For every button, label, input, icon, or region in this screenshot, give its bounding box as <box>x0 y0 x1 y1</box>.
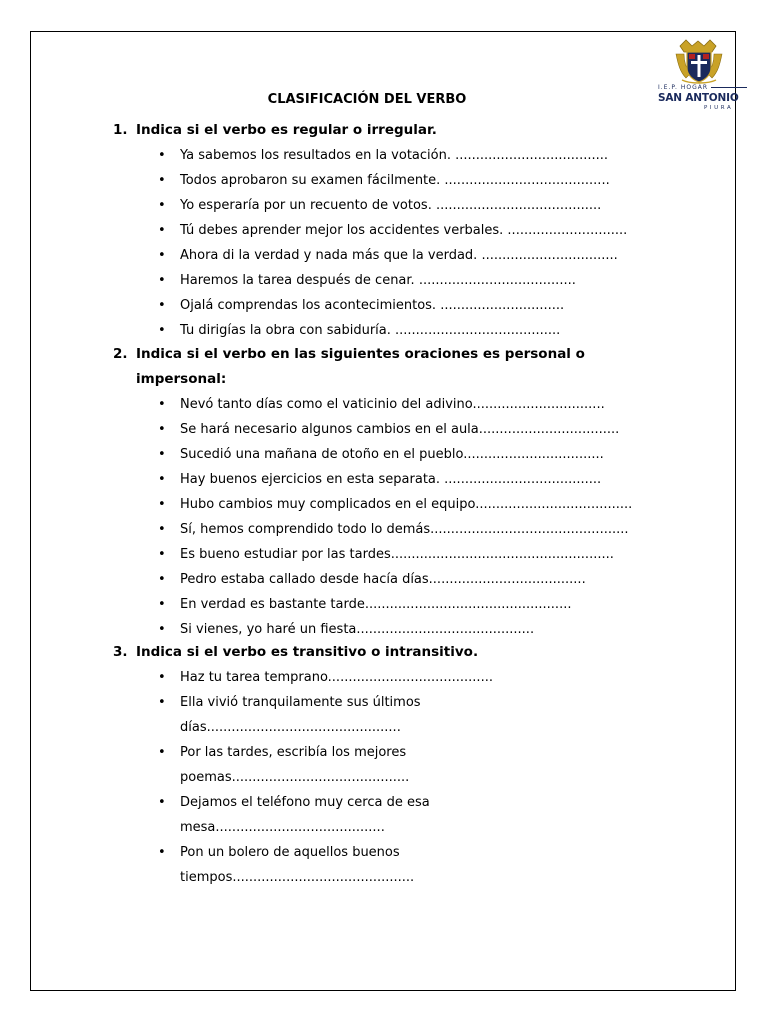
section-heading-text: Indica si el verbo en las siguientes oraciones es personal o <box>136 346 585 362</box>
exercise-sentence: Haz tu tarea temprano........................................ <box>180 670 493 685</box>
bullet-icon: • <box>158 273 166 288</box>
exercise-sentence: Todos aprobaron su examen fácilmente. ........................................ <box>180 173 610 188</box>
list-item <box>158 740 409 790</box>
exercise-sentence: Tú debes aprender mejor los accidentes verbales. ............................. <box>180 223 628 238</box>
bullet-icon: • <box>158 745 166 760</box>
section-heading-continuation: impersonal: <box>136 371 227 387</box>
list-item <box>158 517 629 542</box>
section-heading-text: Indica si el verbo es regular o irregular. <box>136 122 437 138</box>
bullet-icon: • <box>158 422 166 437</box>
bullet-icon: • <box>158 695 166 710</box>
bullet-icon: • <box>158 148 166 163</box>
list-item <box>158 293 564 318</box>
bullet-icon: • <box>158 670 166 685</box>
list-item <box>158 690 421 740</box>
bullet-icon: • <box>158 198 166 213</box>
section-number: 3. <box>113 644 128 660</box>
exercise-sentence: Pedro estaba callado desde hacía días...................................... <box>180 572 586 587</box>
list-item <box>158 492 632 517</box>
bullet-icon: • <box>158 622 166 637</box>
section-heading-text: Indica si el verbo es transitivo o intransitivo. <box>136 644 479 660</box>
school-crest-icon <box>674 38 724 84</box>
section-1-heading <box>113 118 437 143</box>
exercise-sentence: Dejamos el teléfono muy cerca de esa <box>180 795 430 810</box>
section-2-heading <box>113 342 585 392</box>
exercise-sentence: Nevó tanto días como el vaticinio del adivino................................ <box>180 397 605 412</box>
list-item <box>158 467 601 492</box>
exercise-sentence-continuation: días............................................... <box>180 720 401 735</box>
list-item <box>158 243 618 268</box>
list-item <box>158 840 414 890</box>
exercise-sentence: Hubo cambios muy complicados en el equipo...................................... <box>180 497 633 512</box>
bullet-icon: • <box>158 845 166 860</box>
list-item <box>158 617 534 642</box>
logo-school-type: I.E.P. HOGAR <box>658 84 747 91</box>
exercise-sentence: Ahora di la verdad y nada más que la verdad. ................................. <box>180 248 618 263</box>
exercise-sentence: Pon un bolero de aquellos buenos <box>180 845 400 860</box>
bullet-icon: • <box>158 248 166 263</box>
list-item <box>158 665 493 690</box>
bullet-icon: • <box>158 397 166 412</box>
list-item <box>158 193 601 218</box>
exercise-sentence: Sí, hemos comprendido todo lo demás................................................ <box>180 522 629 537</box>
bullet-icon: • <box>158 497 166 512</box>
exercise-sentence-continuation: tiempos............................................ <box>180 870 415 885</box>
list-item <box>158 417 619 442</box>
bullet-icon: • <box>158 522 166 537</box>
list-item <box>158 268 576 293</box>
exercise-sentence: Haremos la tarea después de cenar. ...................................... <box>180 273 576 288</box>
bullet-icon: • <box>158 795 166 810</box>
logo-city: PIURA <box>704 105 734 111</box>
exercise-sentence: Por las tardes, escribía los mejores <box>180 745 407 760</box>
list-item <box>158 442 604 467</box>
list-item <box>158 392 605 417</box>
exercise-sentence: Ojalá comprendas los acontecimientos. .............................. <box>180 298 565 313</box>
bullet-icon: • <box>158 447 166 462</box>
section-number: 1. <box>113 122 128 138</box>
bullet-icon: • <box>158 323 166 338</box>
logo-school-name: SAN ANTONIO <box>658 92 739 104</box>
bullet-icon: • <box>158 223 166 238</box>
exercise-sentence: Ella vivió tranquilamente sus últimos <box>180 695 421 710</box>
exercise-sentence: Ya sabemos los resultados en la votación. ..................................... <box>180 148 608 163</box>
exercise-sentence: Si vienes, yo haré un fiesta........................................... <box>180 622 535 637</box>
exercise-sentence: Es bueno estudiar por las tardes...................................................... <box>180 547 614 562</box>
exercise-sentence: Sucedió una mañana de otoño en el pueblo.................................. <box>180 447 604 462</box>
exercise-sentence: Hay buenos ejercicios en esta separata. ...................................... <box>180 472 602 487</box>
exercise-sentence: Tu dirigías la obra con sabiduría. ........................................ <box>180 323 561 338</box>
exercise-sentence-continuation: mesa......................................... <box>180 820 385 835</box>
exercise-sentence-continuation: poemas........................................... <box>180 770 410 785</box>
bullet-icon: • <box>158 173 166 188</box>
exercise-sentence: En verdad es bastante tarde.................................................. <box>180 597 572 612</box>
bullet-icon: • <box>158 572 166 587</box>
bullet-icon: • <box>158 472 166 487</box>
bullet-icon: • <box>158 597 166 612</box>
list-item <box>158 143 608 168</box>
bullet-icon: • <box>158 547 166 562</box>
section-number: 2. <box>113 346 128 362</box>
list-item <box>158 542 614 567</box>
list-item <box>158 592 571 617</box>
list-item <box>158 218 627 243</box>
document-title: CLASIFICACIÓN DEL VERBO <box>267 92 467 107</box>
list-item <box>158 567 586 592</box>
list-item <box>158 168 610 193</box>
bullet-icon: • <box>158 298 166 313</box>
list-item <box>158 790 430 840</box>
exercise-sentence: Se hará necesario algunos cambios en el aula.................................. <box>180 422 620 437</box>
list-item <box>158 318 560 343</box>
exercise-sentence: Yo esperaría por un recuento de votos. ........................................ <box>180 198 602 213</box>
section-3-heading <box>113 640 478 665</box>
